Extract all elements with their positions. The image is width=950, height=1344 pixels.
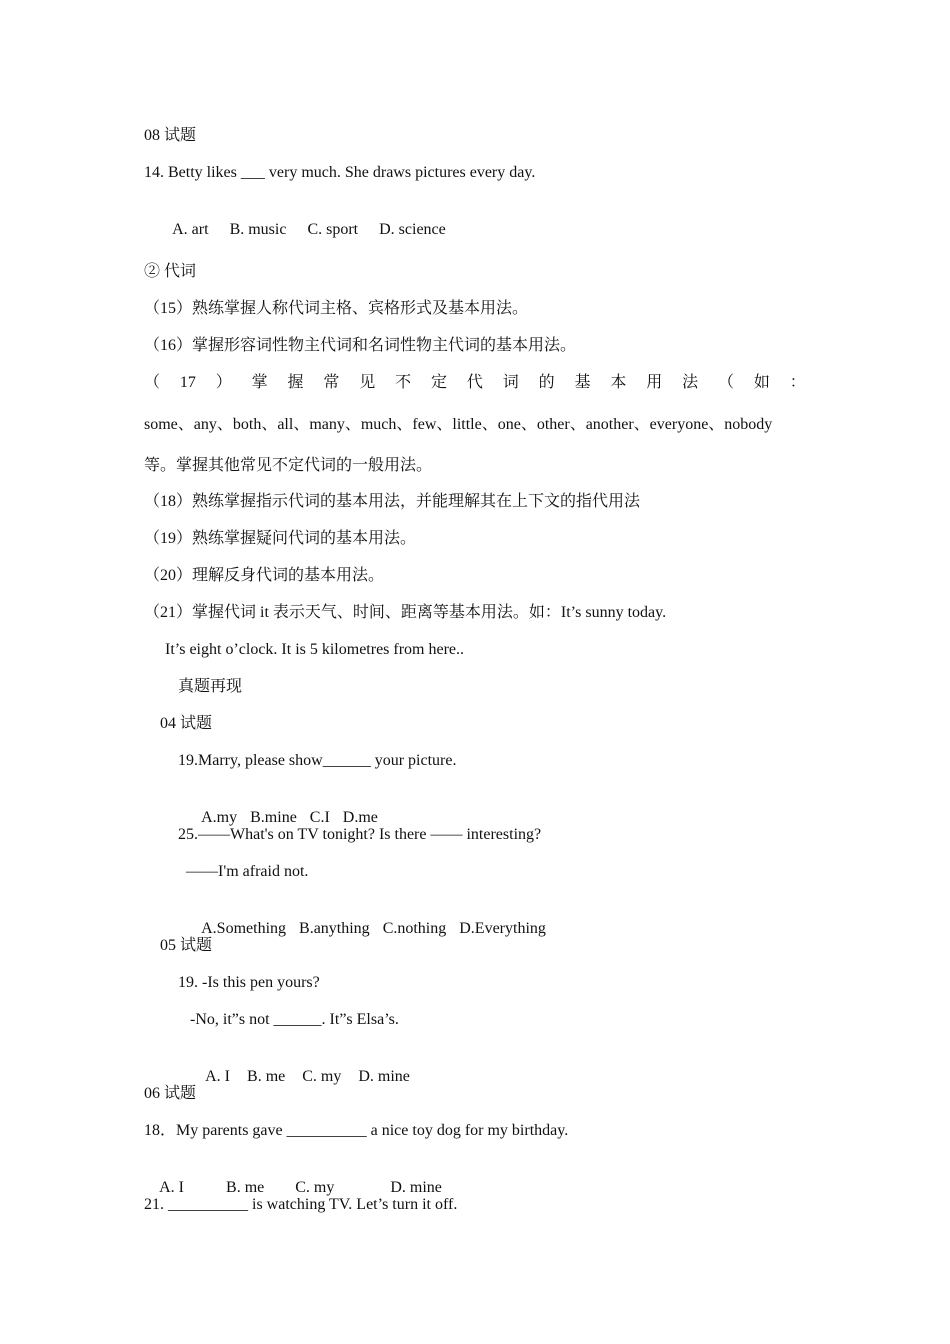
option-d: D.Everything	[459, 920, 546, 937]
question-04-25: 25.——What's on TV tonight? Is there —— interesting?	[178, 826, 542, 843]
r17-char: ：	[789, 374, 806, 391]
question-06-18: 18．My parents gave __________ a nice toy dog for my birthday.	[144, 1122, 569, 1139]
question-06-21: 21. __________ is watching TV. Let’s turn it off.	[144, 1196, 458, 1213]
requirement-17-end: 等。掌握其他常见不定代词的一般用法。	[144, 457, 433, 474]
question-04-25-reply: ——I'm afraid not.	[186, 863, 309, 880]
r17-char: 如	[753, 374, 770, 391]
section-head-06: 06 试题	[144, 1085, 197, 1102]
r17-char: 基	[574, 374, 591, 391]
r17-char: 法	[682, 374, 699, 391]
zhenti-heading: 真题再现	[178, 678, 243, 695]
requirement-19: （19）熟练掌握疑问代词的基本用法。	[144, 530, 417, 547]
option-b: B.mine	[250, 809, 297, 826]
option-a: A. I	[205, 1068, 231, 1085]
option-a: A. art	[172, 221, 209, 238]
requirement-17-words: some、any、both、all、many、much、few、little、one、other、another、everyone、nobody	[144, 416, 773, 433]
requirement-21-example: It’s eight o’clock. It is 5 kilometres from here..	[165, 641, 465, 658]
question-05-19-options	[190, 1047, 410, 1107]
section-head-05: 05 试题	[160, 937, 213, 954]
r17-char: 本	[610, 374, 627, 391]
requirement-21: （21）掌握代词 it 表示天气、时间、距离等基本用法。如：It’s sunny today.	[144, 604, 667, 621]
requirement-20: （20）理解反身代词的基本用法。	[144, 567, 385, 584]
r17-char: ）	[215, 374, 232, 391]
option-d: D. mine	[358, 1068, 410, 1085]
r17-char: 词	[502, 374, 519, 391]
option-d: D.me	[342, 809, 378, 826]
requirement-15: （15）熟练掌握人称代词主格、宾格形式及基本用法。	[144, 300, 529, 317]
r17-char: 定	[430, 374, 447, 391]
r17-char: 常	[323, 374, 340, 391]
question-04-19: 19.Marry, please show______ your picture.	[178, 752, 457, 769]
r17-char: 17	[179, 374, 196, 391]
r17-char: （	[144, 374, 161, 391]
option-a: A. I	[159, 1179, 185, 1196]
option-d: D. science	[379, 221, 446, 238]
r17-char: 代	[466, 374, 483, 391]
question-14-options	[157, 200, 446, 260]
option-a: A.Something	[201, 920, 287, 937]
r17-char: （	[717, 374, 734, 391]
r17-char: 用	[646, 374, 663, 391]
section-head-pronoun: ② 代词	[144, 263, 197, 280]
question-04-25-options	[186, 899, 546, 959]
requirement-16: （16）掌握形容词性物主代词和名词性物主代词的基本用法。	[144, 337, 577, 354]
option-b: B. music	[229, 221, 287, 238]
requirement-18: （18）熟练掌握指示代词的基本用法，并能理解其在上下文的指代用法	[144, 493, 641, 510]
r17-char: 见	[359, 374, 376, 391]
option-c: C.nothing	[382, 920, 447, 937]
r17-char: 的	[538, 374, 555, 391]
option-c: C. my	[302, 1068, 342, 1085]
r17-char: 握	[287, 374, 304, 391]
r17-char: 掌	[251, 374, 268, 391]
question-14: 14. Betty likes ___ very much. She draws pictures every day.	[144, 164, 536, 181]
r17-char: 不	[395, 374, 412, 391]
option-a: A.my	[201, 809, 238, 826]
requirement-17-line	[144, 373, 806, 393]
question-05-19-reply: -No, it”s not ______. It”s Elsa’s.	[190, 1011, 399, 1028]
section-head-04: 04 试题	[160, 715, 213, 732]
option-d: D. mine	[390, 1179, 442, 1196]
option-b: B. me	[226, 1179, 265, 1196]
option-b: B. me	[247, 1068, 286, 1085]
section-head-08: 08 试题	[144, 127, 197, 144]
option-b: B.anything	[299, 920, 370, 937]
option-c: C. my	[295, 1179, 335, 1196]
option-c: C. sport	[307, 221, 359, 238]
option-c: C.I	[309, 809, 330, 826]
question-05-19: 19. -Is this pen yours?	[178, 974, 320, 991]
